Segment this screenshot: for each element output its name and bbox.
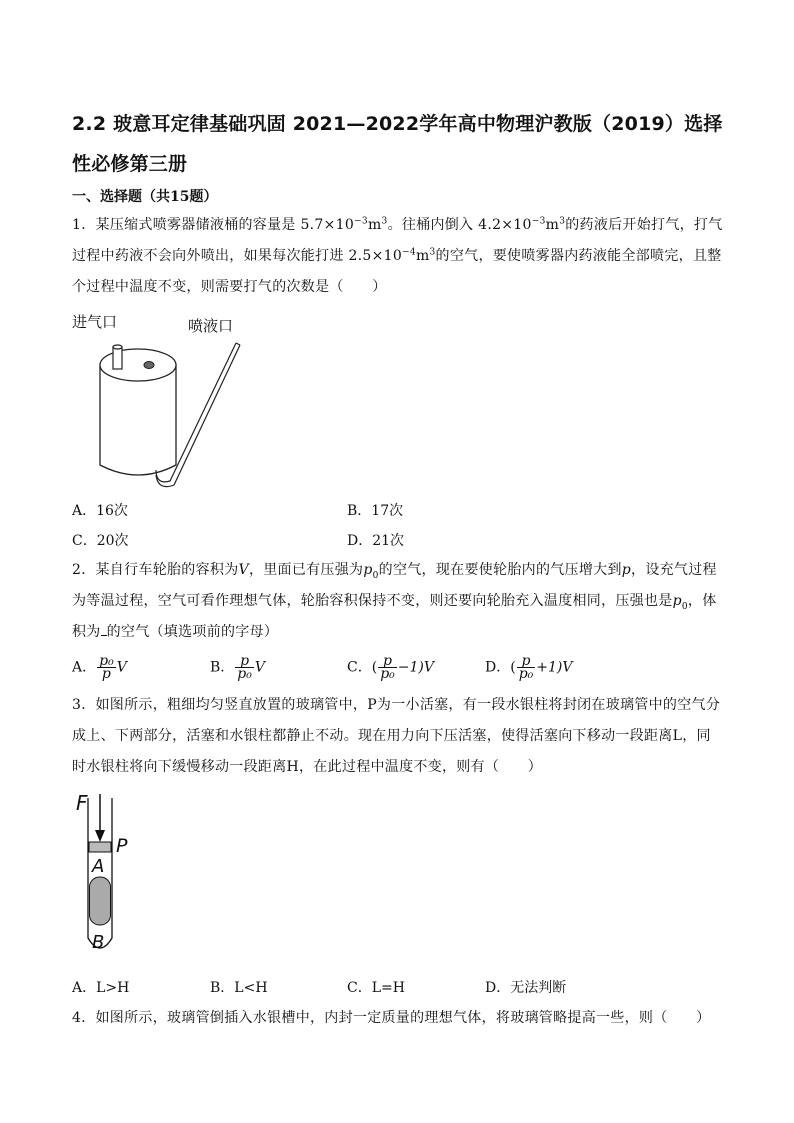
question-2-text: 2．某自行车轮胎的容积为V，里面已有压强为$p_0$的空气，现在要使轮胎内的气压增大到p，设充气过程为等温过程，空气可看作理想气体，轮胎容积保持不变，则还要向轮胎充入温度相同，压强也是$p_0$，体积为 的空气（填选项前的字母） bbox=[72, 562, 717, 640]
nozzle-label: 喷液口 bbox=[188, 317, 234, 335]
q3-option-b[interactable]: B．L<H bbox=[210, 980, 268, 996]
upper-gas-label: A bbox=[92, 856, 105, 877]
q1-option-a[interactable]: A．16次 bbox=[72, 503, 128, 519]
question-4-text: 4．如图所示，玻璃管倒插入水银槽中，内封一定质量的理想气体，将玻璃管略提高一些，则（ ） bbox=[72, 1010, 711, 1026]
q2-option-a[interactable]: A． $\frac{\text{p₀}}{p}$ V bbox=[72, 653, 127, 682]
question-1-text: 1．某压缩式喷雾器储液桶的容量是 $5.7\times 10^{-3}m^3$。往桶内倒入 $4.2\times 10^{-3}m^3$的药液后开始打气，打气过程中药液不会向外喷出，如果每次能打进 $2.5\times 10^{-4}m^3$的空气，要使喷雾器内药液能全部喷完，且整个过程中温度不变，则需要打气的次数是（ ） bbox=[72, 216, 723, 295]
q3-option-c[interactable]: C．L=H bbox=[347, 980, 405, 996]
question-3-text: 3．如图所示，粗细均匀竖直放置的玻璃管中，P为一小活塞，有一段水银柱将封闭在玻璃管中的空气分成上、下两部分，活塞和水银柱都静止不动。现在用力向下压活塞，使得活塞向下移动一段距离L，同时水银柱将向下缓慢移动一段距离H，在此过程中温度不变，则有（ ） bbox=[72, 697, 721, 775]
q2-option-d[interactable]: D．( $\frac{p}{\text{p₀}}$ +1)V bbox=[485, 653, 573, 682]
q2-option-c[interactable]: C．( $\frac{p}{\text{p₀}}$ −1)V bbox=[347, 653, 434, 682]
lower-gas-label: B bbox=[92, 932, 105, 953]
q1-option-c[interactable]: C．20次 bbox=[72, 533, 129, 549]
force-label: F bbox=[76, 791, 88, 815]
section-heading: 一、选择题（共15题） bbox=[72, 189, 218, 205]
document-title: 2.2 玻意耳定律基础巩固 2021—2022学年高中物理沪教版（2019）选择性必修第三册 bbox=[72, 113, 723, 175]
q3-option-d[interactable]: D．无法判断 bbox=[485, 980, 567, 996]
q1-option-b[interactable]: B．17次 bbox=[347, 503, 404, 519]
q3-option-a[interactable]: A．L>H bbox=[72, 980, 130, 996]
inlet-label: 进气口 bbox=[72, 313, 118, 331]
q2-option-b[interactable]: B． $\frac{p}{\text{p₀}}$ V bbox=[210, 653, 265, 682]
glass-tube-figure bbox=[70, 788, 150, 960]
q1-option-d[interactable]: D．21次 bbox=[347, 533, 405, 549]
piston-label: P bbox=[116, 835, 128, 857]
sprayer-figure bbox=[70, 305, 270, 495]
